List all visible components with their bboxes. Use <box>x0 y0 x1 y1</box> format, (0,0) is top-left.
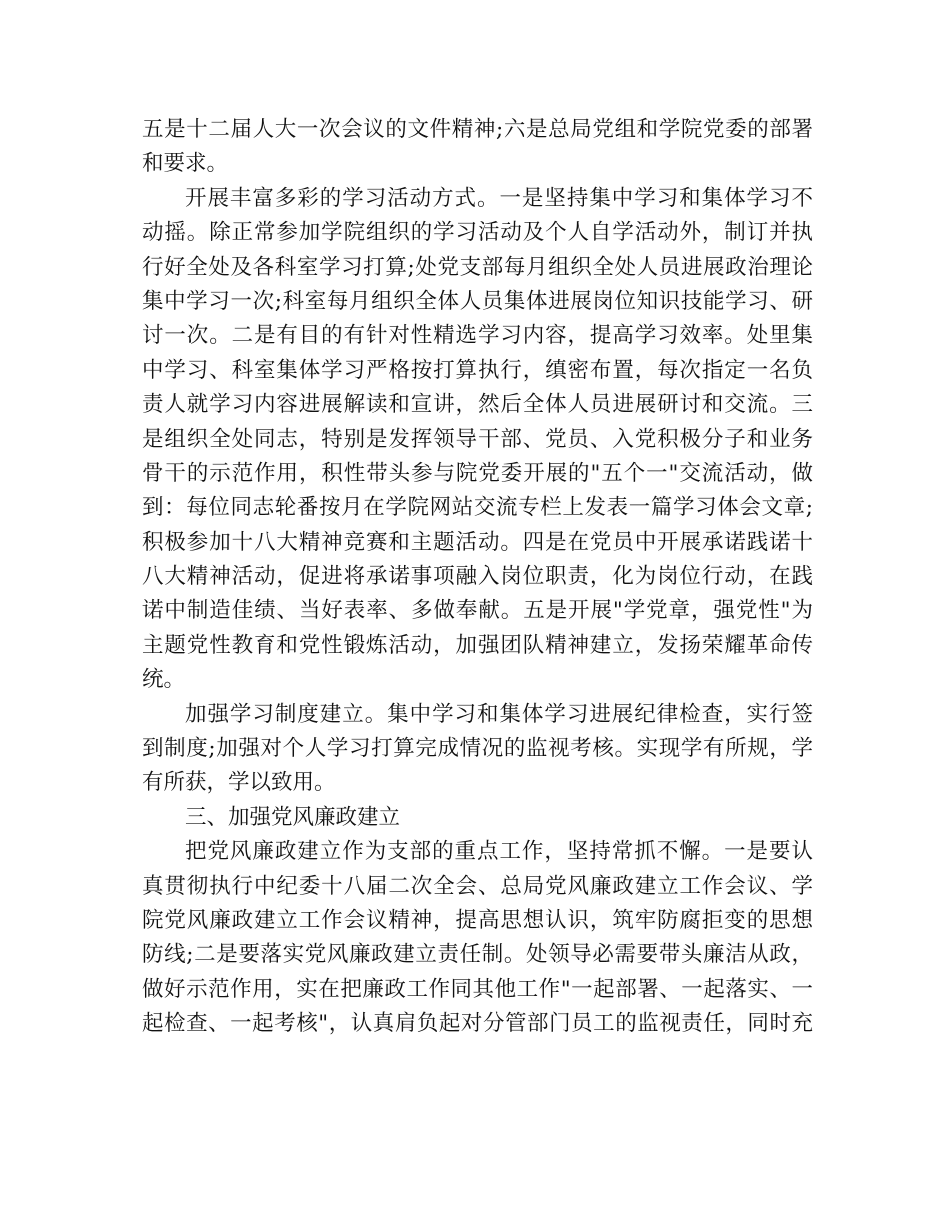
text-line: 加强学习制度建立。集中学习和集体学习进展纪律检查，实行签 <box>185 701 813 727</box>
text-line: 行好全处及各科室学习打算;处党支部每月组织全处人员进展政治理论 <box>142 254 813 280</box>
text-line: 有所获，学以致用。 <box>142 770 336 796</box>
text-line: 到制度;加强对个人学习打算完成情况的监视考核。实现学有所规，学 <box>142 736 813 762</box>
text-line: 和要求。 <box>142 151 229 177</box>
text-line: 动摇。除正常参加学院组织的学习活动及个人自学活动外，制订并执 <box>142 220 813 246</box>
text-line: 八大精神活动，促进将承诺事项融入岗位职责，化为岗位行动，在践 <box>142 564 813 590</box>
text-line: 集中学习一次;科室每月组织全体人员集体进展岗位知识技能学习、研 <box>142 288 813 314</box>
text-line: 讨一次。二是有目的有针对性精选学习内容，提高学习效率。处里集 <box>142 323 813 349</box>
text-line: 责人就学习内容进展解读和宣讲，然后全体人员进展研讨和交流。三 <box>142 392 813 418</box>
text-line: 五是十二届人大一次会议的文件精神;六是总局党组和学院党委的部署 <box>142 117 813 142</box>
text-line: 院党风廉政建立工作会议精神，提高思想认识，筑牢防腐拒变的思想 <box>142 907 813 933</box>
document-body <box>142 113 813 1042</box>
text-line: 起检查、一起考核"，认真肩负起对分管部门员工的监视责任，同时充 <box>142 1011 813 1037</box>
text-line: 是组织全处同志，特别是发挥领导干部、党员、入党积极分子和业务 <box>142 426 813 452</box>
text-line: 骨干的示范作用，积性带头参与院党委开展的"五个一"交流活动，做 <box>142 460 813 486</box>
text-line: 诺中制造佳绩、当好表率、多做奉献。五是开展"学党章，强党性"为 <box>142 598 813 624</box>
text-line: 中学习、科室集体学习严格按打算执行，缜密布置，每次指定一名负 <box>142 357 813 383</box>
text-line: 把党风廉政建立作为支部的重点工作，坚持常抓不懈。一是要认 <box>185 839 813 865</box>
text-line: 统。 <box>142 667 186 693</box>
text-line: 主题党性教育和党性锻炼活动，加强团队精神建立，发扬荣耀革命传 <box>142 632 813 658</box>
text-line: 真贯彻执行中纪委十八届二次全会、总局党风廉政建立工作会议、学 <box>142 873 813 899</box>
text-line: 到：每位同志轮番按月在学院网站交流专栏上发表一篇学习体会文章; <box>142 495 813 521</box>
text-line: 防线;二是要落实党风廉政建立责任制。处领导必需要带头廉洁从政， <box>142 942 813 968</box>
text-line: 做好示范作用，实在把廉政工作同其他工作"一起部署、一起落实、一 <box>142 976 813 1002</box>
text-line: 开展丰富多彩的学习活动方式。一是坚持集中学习和集体学习不 <box>185 185 813 211</box>
text-line: 积极参加十八大精神竞赛和主题活动。四是在党员中开展承诺践诺十 <box>142 529 813 555</box>
text-line: 三、加强党风廉政建立 <box>185 804 401 830</box>
